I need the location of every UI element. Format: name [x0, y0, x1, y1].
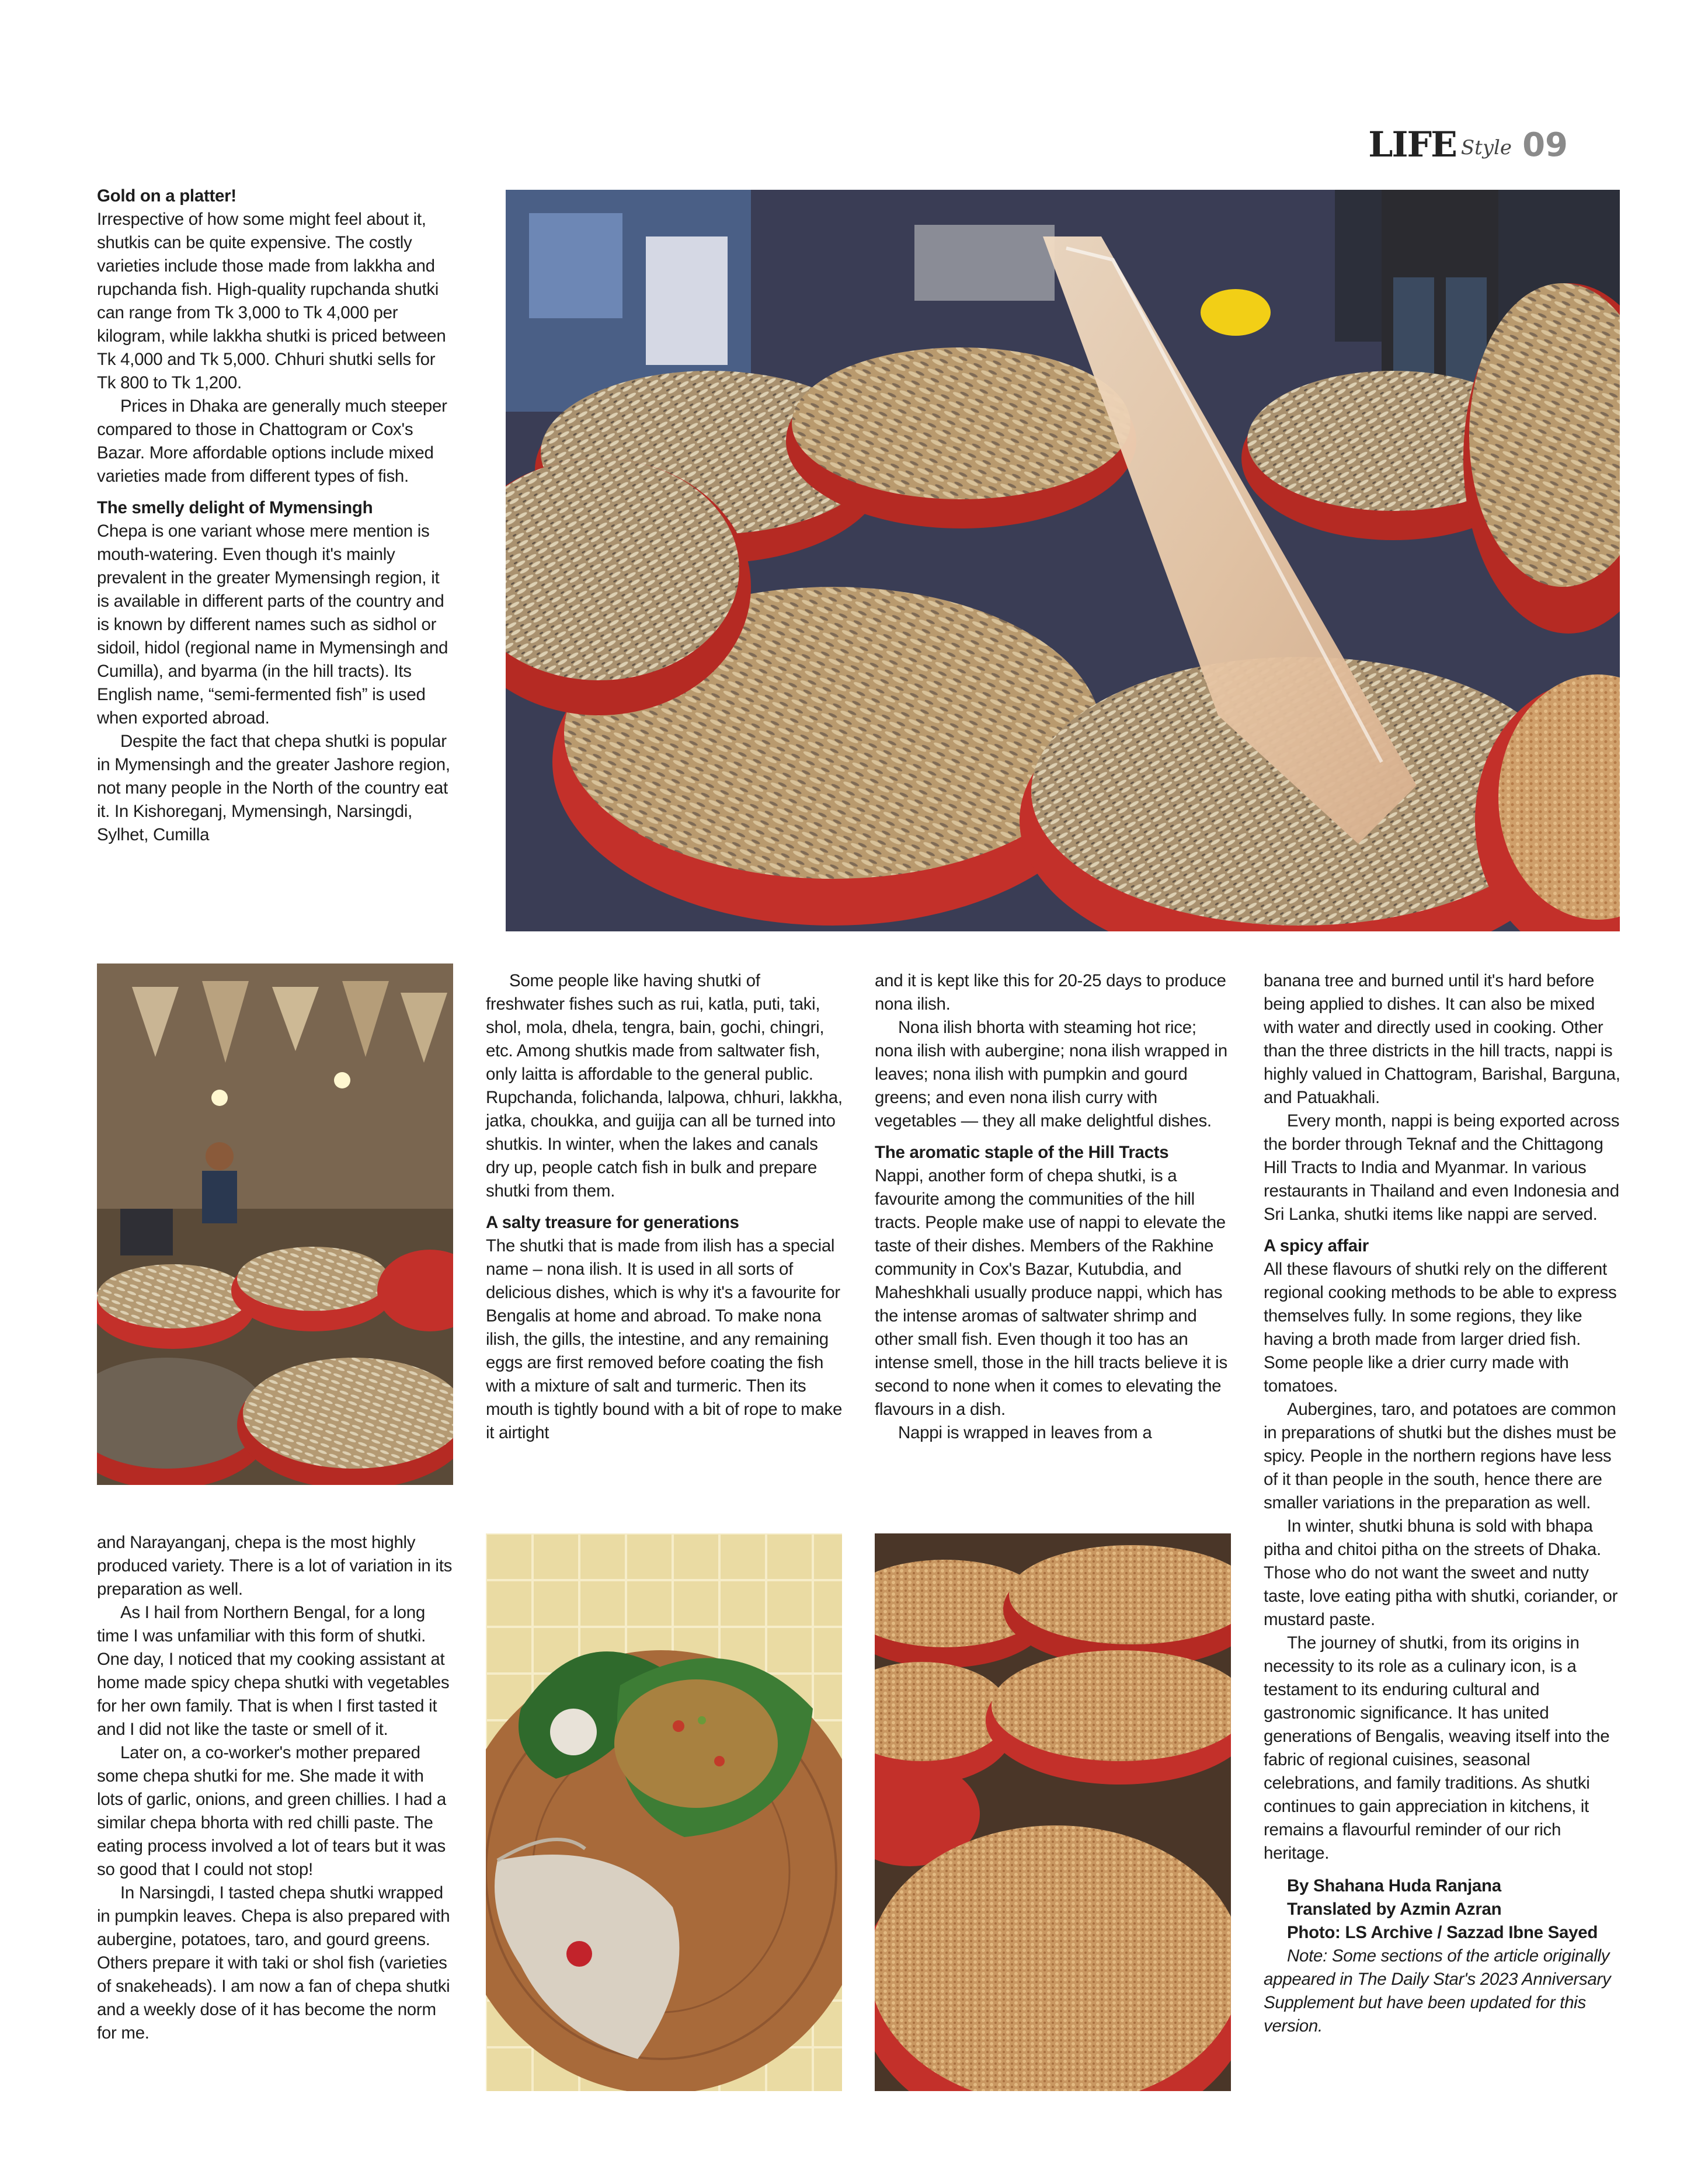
paragraph: and Narayanganj, chepa is the most highly produced variety. There is a lot of variation in its preparation as well. [97, 1533, 453, 1599]
stall-image [97, 963, 453, 1485]
paragraph: In Narsingdi, I tasted chepa shutki wrapped in pumpkin leaves. Chepa is also prepared with aubergine, potatoes, taro, and gourd greens. Others prepare it with taki or shol fish (varieties of snakeheads). I am now a fan of chepa shutki and a weekly dose of it has become the norm for me. [97, 1883, 450, 2043]
section-heading: The aromatic staple of the Hill Tracts [875, 1143, 1169, 1162]
paragraph: Every month, nappi is being exported across the border through Teknaf and the Chittagong Hill Tracts to India and Myanmar. In various restaurants in Thailand and even Indonesia and Sri Lanka, shutki items like nappi are served. [1264, 1111, 1620, 1224]
paragraph: All these flavours of shutki rely on the different regional cooking methods to be able to express themselves fully. In some regions, they like having a broth made from larger dried fish. Some people like a drier curry made with tomatoes. [1264, 1260, 1617, 1396]
paragraph: and it is kept like this for 20-25 days to produce nona ilish. [875, 971, 1226, 1014]
page-number: 09 [1522, 126, 1568, 164]
masthead [1368, 124, 1568, 166]
column-1-top [97, 185, 454, 847]
photo-credit: Photo: LS Archive / Sazzad Ibne Sayed [1287, 1923, 1598, 1942]
photo-market-stall [97, 963, 453, 1485]
paragraph: In winter, shutki bhuna is sold with bhapa pitha and chitoi pitha on the streets of Dhaka. Those who do not want the sweet and nutty taste, love eating pitha with shutki, coriander, or mustard paste. [1264, 1516, 1618, 1629]
photo-dried-fish-market [506, 190, 1620, 931]
market-image [506, 190, 1620, 931]
masthead-sub: Style [1460, 136, 1512, 159]
column-3 [875, 969, 1232, 1445]
section-heading: A spicy affair [1264, 1236, 1369, 1255]
editor-note: Note: Some sections of the article originally appeared in The Daily Star's 2023 Anniversary Supplement but have been updated for this version. [1264, 1946, 1611, 2036]
dish-image [486, 1533, 842, 2091]
translator-credit: Translated by Azmin Azran [1287, 1900, 1502, 1919]
paragraph: Nona ilish bhorta with steaming hot rice; nona ilish with aubergine; nona ilish wrapped in leaves; nona ilish with pumpkin and gourd greens; and even nona ilish curry with vegetables — they all make delightful dishes. [875, 1018, 1227, 1131]
paragraph: Some people like having shutki of freshwater fishes such as rui, katla, puti, taki, shol, mola, dhela, tengra, bain, gochi, chingri, etc. Among shutkis made from saltwater fish, only laitta is affordable to the general public. Rupchanda, folichanda, lalpowa, chhuri, lakkha, jatka, choukka, and guijja can all be turned into shutkis. In winter, when the lakes and canals dry up, people catch fish in bulk and prepare shutki from them. [486, 971, 843, 1201]
section-heading: The smelly delight of Mymensingh [97, 498, 373, 517]
column-4 [1264, 969, 1621, 2038]
paragraph: Chepa is one variant whose mere mention is mouth-watering. Even though it's mainly prevalent in the greater Mymensingh region, it is available in different parts of the country and is known by different names such as sidhol or sidoil, hidol (regional name in Mymensingh and Cumilla), and byarma (in the hill tracts). Its English name, “semi-fermented fish” is used when exported abroad. [97, 521, 448, 728]
masthead-brand: LIFE [1368, 124, 1456, 165]
section-heading: Gold on a platter! [97, 186, 236, 206]
section-heading: A salty treasure for generations [486, 1213, 739, 1232]
paragraph: Aubergines, taro, and potatoes are common in preparations of shutki but the dishes must be spicy. People in the northern regions have less of it than people in the south, hence there are smaller variations in the preparation as well. [1264, 1400, 1616, 1512]
paragraph: Prices in Dhaka are generally much steeper compared to those in Chattogram or Cox's Bazar. More affordable options include mixed varieties made from different types of fish. [97, 396, 447, 486]
paragraph: banana tree and burned until it's hard before being applied to dishes. It can also be mixed with water and directly used in cooking. Other than the three districts in the hill tracts, nappi is highly valued in Chattogram, Barishal, Barguna, and Patuakhali. [1264, 971, 1620, 1107]
paragraph: Irrespective of how some might feel about it, shutkis can be quite expensive. The costly varieties include those made from lakkha and rupchanda fish. High-quality rupchanda shutki can range from Tk 3,000 to Tk 4,000 per kilogram, while lakkha shutki is priced between Tk 4,000 and Tk 5,000. Chhuri shutki sells for Tk 800 to Tk 1,200. [97, 210, 446, 392]
column-2 [486, 969, 843, 1445]
paragraph: Nappi is wrapped in leaves from a [898, 1423, 1152, 1442]
paragraph: Later on, a co-worker's mother prepared some chepa shutki for me. She made it with lots of garlic, onions, and green chillies. I had a similar chepa bhorta with red chilli paste. The eating process involved a lot of tears but it was so good that I could not stop! [97, 1743, 447, 1879]
paragraph: As I hail from Northern Bengal, for a long time I was unfamiliar with this form of shutki. One day, I noticed that my cooking assistant at home made spicy chepa shutki with vegetables for her own family. That is when I first tasted it and I did not like the taste or smell of it. [97, 1603, 450, 1739]
photo-shrimp-baskets [875, 1533, 1231, 2091]
paragraph: The journey of shutki, from its origins in necessity to its role as a culinary icon, is a testament to its enduring cultural and gastronomic significance. It has united generations of Bengalis, weaving itself into the fabric of regional cuisines, seasonal celebrations, and family traditions. As shutki continues to gain appreciation in kitchens, it remains a flavourful reminder of our rich heritage. [1264, 1633, 1610, 1863]
shrimp-image [875, 1533, 1231, 2091]
byline: By Shahana Huda Ranjana [1287, 1876, 1501, 1895]
photo-chepa-dish [486, 1533, 842, 2091]
paragraph: Despite the fact that chepa shutki is popular in Mymensingh and the greater Jashore region, not many people in the North of the country eat it. In Kishoreganj, Mymensingh, Narsingdi, Sylhet, Cumilla [97, 732, 450, 844]
paragraph: The shutki that is made from ilish has a special name – nona ilish. It is used in all sorts of delicious dishes, which is why it's a favourite for Bengalis at home and abroad. To make nona ilish, the gills, the intestine, and any remaining eggs are first removed before coating the fish with a mixture of salt and turmeric. Then its mouth is tightly bound with a bit of rope to make it airtight [486, 1236, 843, 1442]
paragraph: Nappi, another form of chepa shutki, is a favourite among the communities of the hill tracts. People make use of nappi to elevate the taste of their dishes. Members of the Rakhine community in Cox's Bazar, Kutubdia, and Maheshkhali usually produce nappi, which has the intense aromas of saltwater shrimp and other small fish. Even though it too has an intense smell, those in the hill tracts believe it is second to none when it comes to elevating the flavours in a dish. [875, 1166, 1227, 1419]
column-1-bottom [97, 1531, 454, 2045]
